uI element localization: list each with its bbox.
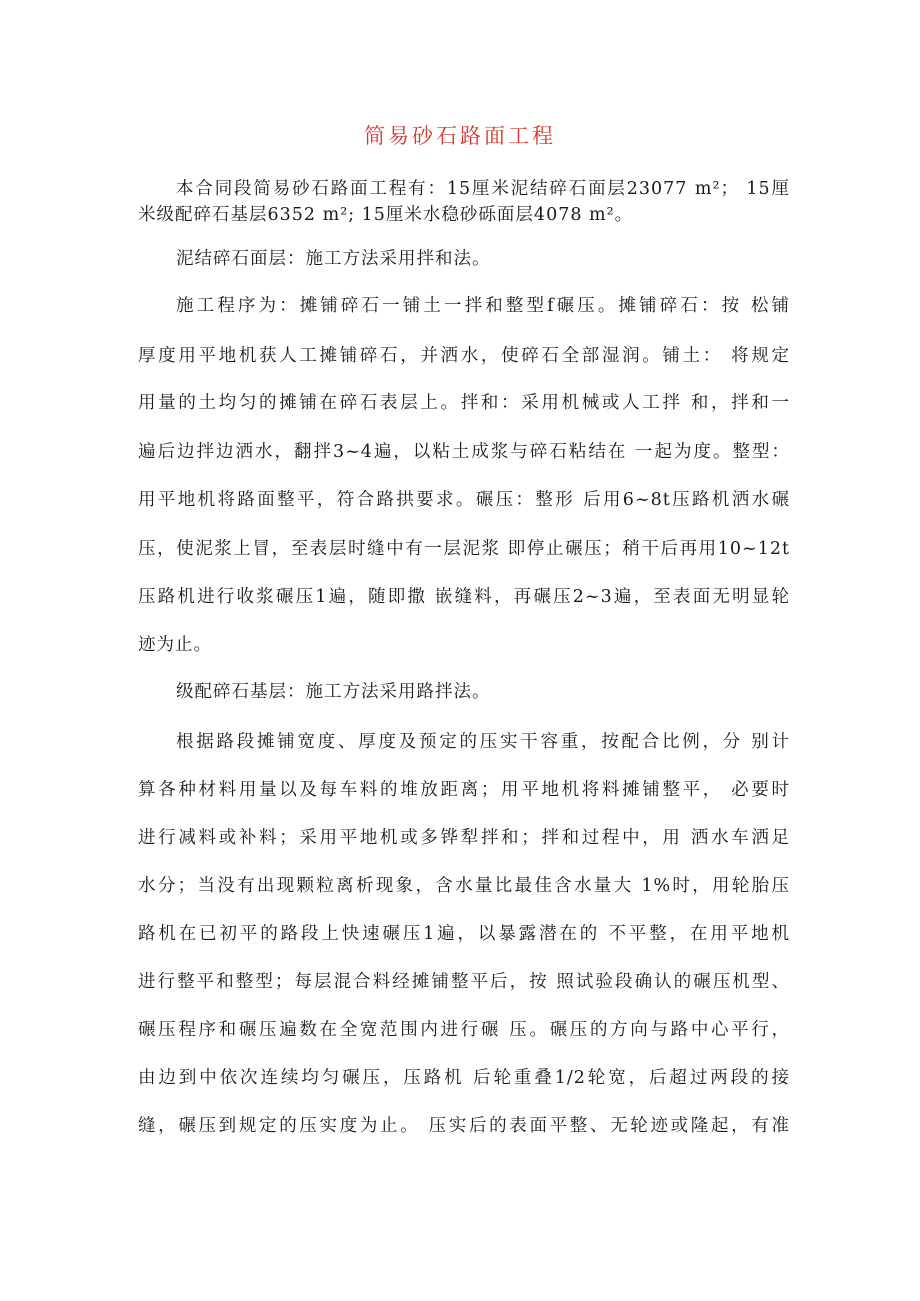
paragraph-line: 由边到中依次连续均匀碾压，压路机 后轮重叠1/2轮宽，后超过两段的接 <box>138 1068 790 1088</box>
paragraph-line: 迹为止。 <box>138 635 212 655</box>
paragraph-line: 进行减料或补料；采用平地机或多铧犁拌和；拌和过程中，用 洒水车洒足 <box>138 828 790 848</box>
paragraph-line: 米级配碎石基层6352 m²; 15厘米水稳砂砾面层4078 m²。 <box>138 205 634 225</box>
paragraph-line: 算各种材料用量以及每车料的堆放距离；用平地机将料摊铺整平， 必要时 <box>138 780 790 800</box>
paragraph-line: 厚度用平地机获人工摊铺碎石，并洒水，使碎石全部湿润。铺土： 将规定 <box>138 346 790 366</box>
paragraph-line: 用量的土均匀的摊铺在碎石表层上。拌和：采用机械或人工拌 和，拌和一 <box>138 393 790 413</box>
paragraph-line: 碾压程序和碾压遍数在全宽范围内进行碾 压。碾压的方向与路中心平行， <box>138 1020 790 1040</box>
paragraph-line: 水分；当没有出现颗粒离析现象，含水量比最佳含水量大 1%时，用轮胎压 <box>138 876 790 896</box>
paragraph-line: 用平地机将路面整平，符合路拱要求。碾压：整形 后用6~8t压路机洒水碾 <box>138 490 790 510</box>
paragraph-line: 遍后边拌边洒水，翻拌3~4遍，以粘土成浆与碎石粘结在 一起为度。整型： <box>138 442 790 462</box>
paragraph-line: 压路机进行收浆碾压1遍，随即撒 嵌缝料，再碾压2~3遍，至表面无明显轮 <box>138 587 790 607</box>
paragraph-line: 级配碎石基层：施工方法采用路拌法。 <box>176 682 491 702</box>
paragraph-line: 压，使泥浆上冒，至表层时缝中有一层泥浆 即停止碾压；稍干后再用10~12t <box>138 539 790 559</box>
paragraph-line: 路机在已初平的路段上快速碾压1遍，以暴露潜在的 不平整，在用平地机 <box>138 924 790 944</box>
paragraph-line: 本合同段简易砂石路面工程有：15厘米泥结碎石面层23077 m²； 15厘 <box>176 179 790 199</box>
paragraph-line: 根据路段摊铺宽度、厚度及预定的压实干容重，按配合比例，分 别计 <box>176 732 790 752</box>
document-title: 简易砂石路面工程 <box>364 124 556 148</box>
paragraph-line: 泥结碎石面层：施工方法采用拌和法。 <box>176 249 491 269</box>
paragraph-line: 施工程序为：摊铺碎石一铺土一拌和整型f碾压。摊铺碎石：按 松铺 <box>176 296 790 316</box>
paragraph-line: 缝，碾压到规定的压实度为止。 压实后的表面平整、无轮迹或隆起，有准 <box>138 1116 790 1136</box>
paragraph-line: 进行整平和整型；每层混合料经摊铺整平后，按 照试验段确认的碾压机型、 <box>138 972 790 992</box>
